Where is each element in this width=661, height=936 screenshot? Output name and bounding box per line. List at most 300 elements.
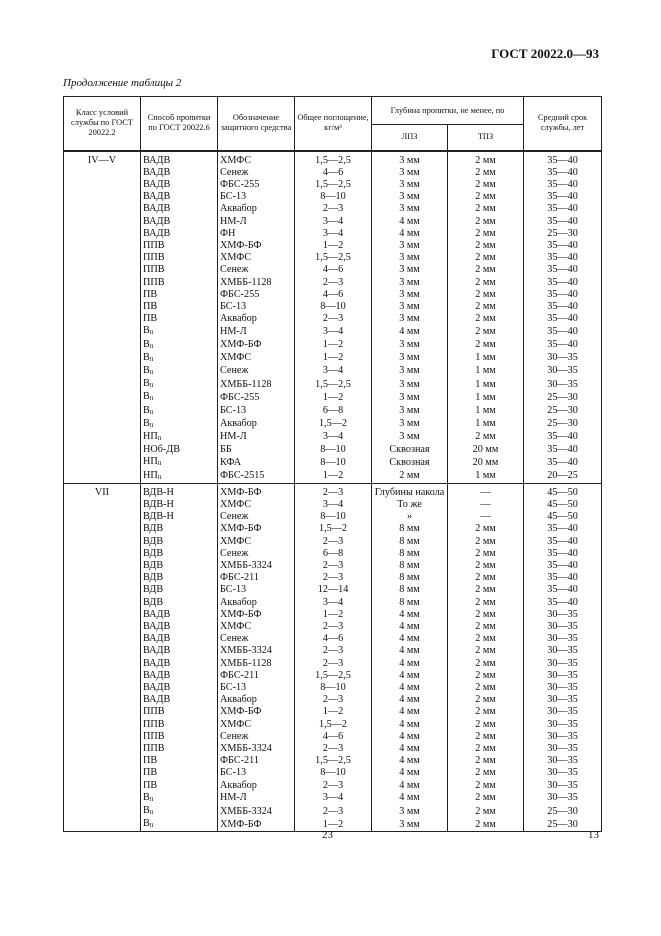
service-class-cell xyxy=(64,405,141,418)
lpz-cell: 4 мм xyxy=(372,645,448,657)
absorption-cell: 2—3 xyxy=(295,780,372,792)
method-cell: ВАДВ xyxy=(141,228,218,240)
lpz-cell: 3 мм xyxy=(372,203,448,215)
service-class-cell xyxy=(64,767,141,779)
service-class-cell xyxy=(64,658,141,670)
tpz-cell: 2 мм xyxy=(448,682,524,694)
life-cell: 35—40 xyxy=(524,179,602,191)
method-cell: ВАДВ xyxy=(141,151,218,167)
life-cell: 35—40 xyxy=(524,597,602,609)
service-class-cell xyxy=(64,352,141,365)
lpz-cell: 3 мм xyxy=(372,191,448,203)
lpz-cell: 3 мм xyxy=(372,339,448,352)
absorption-cell: 1,5—2 xyxy=(295,523,372,535)
table-row xyxy=(64,431,602,444)
tpz-cell: 2 мм xyxy=(448,151,524,167)
absorption-cell: 3—4 xyxy=(295,792,372,805)
agent-cell: НМ-Л xyxy=(218,792,295,805)
method-cell: ВДВ xyxy=(141,584,218,596)
service-class-cell xyxy=(64,584,141,596)
tpz-cell: 2 мм xyxy=(448,805,524,818)
service-class-cell xyxy=(64,805,141,818)
absorption-cell: 1,5—2,5 xyxy=(295,670,372,682)
method-cell: $В_п$ xyxy=(141,418,218,431)
life-cell: 30—35 xyxy=(524,378,602,391)
method-cell: ВАДВ xyxy=(141,167,218,179)
agent-cell: Аквабор xyxy=(218,694,295,706)
header-depth: Глубина пропитки, не менее, по xyxy=(372,97,524,125)
agent-cell: ХМББ-1128 xyxy=(218,658,295,670)
method-cell: ВАДВ xyxy=(141,191,218,203)
agent-cell: ФБС-2515 xyxy=(218,470,295,484)
service-class-cell xyxy=(64,548,141,560)
absorption-cell: 2—3 xyxy=(295,313,372,325)
agent-cell: НМ-Л xyxy=(218,216,295,228)
life-cell: 30—35 xyxy=(524,609,602,621)
service-class-cell xyxy=(64,391,141,404)
service-class-cell xyxy=(64,365,141,378)
method-cell: ППВ xyxy=(141,264,218,276)
service-class-cell xyxy=(64,191,141,203)
absorption-cell: 1—2 xyxy=(295,391,372,404)
service-class-cell xyxy=(64,252,141,264)
tpz-cell: 2 мм xyxy=(448,731,524,743)
agent-cell: ФБС-211 xyxy=(218,572,295,584)
service-class-cell xyxy=(64,431,141,444)
tpz-cell: 2 мм xyxy=(448,645,524,657)
life-cell: 35—40 xyxy=(524,289,602,301)
absorption-cell: 1—2 xyxy=(295,706,372,718)
method-cell: $В_п$ xyxy=(141,405,218,418)
life-cell: 35—40 xyxy=(524,277,602,289)
method-cell: ППВ xyxy=(141,252,218,264)
agent-cell: НМ-Л xyxy=(218,325,295,338)
table-row xyxy=(64,352,602,365)
absorption-cell: 1,5—2,5 xyxy=(295,252,372,264)
tpz-cell: 2 мм xyxy=(448,818,524,832)
table-row xyxy=(64,609,602,621)
tpz-cell: 2 мм xyxy=(448,228,524,240)
service-class-cell xyxy=(64,682,141,694)
life-cell: 35—40 xyxy=(524,572,602,584)
absorption-cell: 8—10 xyxy=(295,191,372,203)
life-cell: 30—35 xyxy=(524,633,602,645)
life-cell: 30—35 xyxy=(524,743,602,755)
agent-cell: ХМББ-3324 xyxy=(218,560,295,572)
life-cell: 30—35 xyxy=(524,755,602,767)
table-row xyxy=(64,470,602,484)
header-life: Средний срок службы, лет xyxy=(524,97,602,151)
life-cell: 35—40 xyxy=(524,240,602,252)
table-caption: Продолжение таблицы 2 xyxy=(63,77,182,89)
service-class-cell xyxy=(64,289,141,301)
method-cell: ВДВ-Н xyxy=(141,499,218,511)
method-cell: ПВ xyxy=(141,755,218,767)
absorption-cell: 8—10 xyxy=(295,511,372,523)
service-class-cell xyxy=(64,633,141,645)
tpz-cell: 2 мм xyxy=(448,289,524,301)
agent-cell: ФБС-255 xyxy=(218,289,295,301)
header-agent: Обозначение защитного средства xyxy=(218,97,295,151)
absorption-cell: 1,5—2,5 xyxy=(295,755,372,767)
tpz-cell: 1 мм xyxy=(448,405,524,418)
service-class-cell xyxy=(64,470,141,484)
tpz-cell: 2 мм xyxy=(448,633,524,645)
tpz-cell: 2 мм xyxy=(448,621,524,633)
life-cell: 30—35 xyxy=(524,767,602,779)
table-row xyxy=(64,405,602,418)
lpz-cell: 8 мм xyxy=(372,523,448,535)
life-cell: 35—40 xyxy=(524,536,602,548)
tpz-cell: 20 мм xyxy=(448,444,524,456)
table-row xyxy=(64,151,602,167)
lpz-cell: 4 мм xyxy=(372,694,448,706)
lpz-cell: 3 мм xyxy=(372,405,448,418)
page-number-center: 23 xyxy=(322,829,333,841)
table-row xyxy=(64,523,602,535)
service-class-cell xyxy=(64,277,141,289)
absorption-cell: 2—3 xyxy=(295,645,372,657)
lpz-cell: 4 мм xyxy=(372,706,448,718)
method-cell: $В_п$ xyxy=(141,792,218,805)
method-cell: ПВ xyxy=(141,780,218,792)
absorption-cell: 1—2 xyxy=(295,818,372,832)
agent-cell: ХМФ-БФ xyxy=(218,483,295,499)
method-cell: ВДВ-Н xyxy=(141,511,218,523)
service-class-cell xyxy=(64,818,141,832)
life-cell: 35—40 xyxy=(524,313,602,325)
method-cell: ВАДВ xyxy=(141,682,218,694)
life-cell: 35—40 xyxy=(524,523,602,535)
lpz-cell: 8 мм xyxy=(372,548,448,560)
service-class-cell xyxy=(64,755,141,767)
tpz-cell: 2 мм xyxy=(448,536,524,548)
method-cell: ВДВ xyxy=(141,536,218,548)
service-class-cell xyxy=(64,418,141,431)
tpz-cell: — xyxy=(448,499,524,511)
tpz-cell: 2 мм xyxy=(448,191,524,203)
table-row xyxy=(64,719,602,731)
agent-cell: ХМФ-БФ xyxy=(218,609,295,621)
life-cell: 25—30 xyxy=(524,418,602,431)
agent-cell: Сенеж xyxy=(218,264,295,276)
table-row xyxy=(64,658,602,670)
lpz-cell: 3 мм xyxy=(372,431,448,444)
service-class-cell xyxy=(64,670,141,682)
life-cell: 25—30 xyxy=(524,405,602,418)
table-row xyxy=(64,511,602,523)
tpz-cell: 2 мм xyxy=(448,179,524,191)
lpz-cell: 4 мм xyxy=(372,755,448,767)
lpz-cell: 4 мм xyxy=(372,609,448,621)
method-cell: $НП_п$ xyxy=(141,431,218,444)
life-cell: 30—35 xyxy=(524,731,602,743)
agent-cell: ФБС-255 xyxy=(218,179,295,191)
tpz-cell: 2 мм xyxy=(448,264,524,276)
absorption-cell: 3—4 xyxy=(295,499,372,511)
method-cell: ВДВ xyxy=(141,560,218,572)
life-cell: 30—35 xyxy=(524,719,602,731)
lpz-cell: 3 мм xyxy=(372,418,448,431)
lpz-cell: 3 мм xyxy=(372,818,448,832)
absorption-cell: 3—4 xyxy=(295,431,372,444)
agent-cell: Сенеж xyxy=(218,511,295,523)
table-row xyxy=(64,444,602,456)
lpz-cell: » xyxy=(372,511,448,523)
service-class-cell xyxy=(64,264,141,276)
agent-cell: БС-13 xyxy=(218,584,295,596)
service-class-cell xyxy=(64,731,141,743)
service-class-cell: IV—V xyxy=(64,151,141,167)
table-row xyxy=(64,597,602,609)
absorption-cell: 2—3 xyxy=(295,560,372,572)
table-row xyxy=(64,499,602,511)
table-row xyxy=(64,252,602,264)
absorption-cell: 1,5—2,5 xyxy=(295,151,372,167)
lpz-cell: 4 мм xyxy=(372,216,448,228)
life-cell: 35—40 xyxy=(524,216,602,228)
agent-cell: БС-13 xyxy=(218,301,295,313)
life-cell: 30—35 xyxy=(524,792,602,805)
life-cell: 35—40 xyxy=(524,548,602,560)
tpz-cell: 1 мм xyxy=(448,352,524,365)
service-class-cell xyxy=(64,167,141,179)
service-class-cell xyxy=(64,339,141,352)
agent-cell: ХМББ-3324 xyxy=(218,805,295,818)
absorption-cell: 1,5—2,5 xyxy=(295,179,372,191)
absorption-cell: 1—2 xyxy=(295,470,372,484)
agent-cell: Сенеж xyxy=(218,633,295,645)
life-cell: 20—25 xyxy=(524,470,602,484)
absorption-cell: 8—10 xyxy=(295,767,372,779)
tpz-cell: 1 мм xyxy=(448,378,524,391)
life-cell: 35—40 xyxy=(524,191,602,203)
absorption-cell: 1—2 xyxy=(295,240,372,252)
table-row xyxy=(64,203,602,215)
service-class-cell xyxy=(64,792,141,805)
lpz-cell: 3 мм xyxy=(372,805,448,818)
header-lpz: ЛПЗ xyxy=(372,125,448,151)
absorption-cell: 8—10 xyxy=(295,682,372,694)
method-cell: ВАДВ xyxy=(141,694,218,706)
absorption-cell: 8—10 xyxy=(295,301,372,313)
tpz-cell: 2 мм xyxy=(448,560,524,572)
lpz-cell: 4 мм xyxy=(372,682,448,694)
agent-cell: ХМББ-3324 xyxy=(218,645,295,657)
tpz-cell: — xyxy=(448,511,524,523)
table-row xyxy=(64,755,602,767)
service-class-cell xyxy=(64,240,141,252)
tpz-cell: 2 мм xyxy=(448,203,524,215)
life-cell: 35—40 xyxy=(524,301,602,313)
lpz-cell: 3 мм xyxy=(372,151,448,167)
life-cell: 25—30 xyxy=(524,818,602,832)
life-cell: 30—35 xyxy=(524,694,602,706)
method-cell: ППВ xyxy=(141,277,218,289)
lpz-cell: 2 мм xyxy=(372,470,448,484)
absorption-cell: 3—4 xyxy=(295,365,372,378)
tpz-cell: 2 мм xyxy=(448,755,524,767)
table-row xyxy=(64,645,602,657)
agent-cell: Аквабор xyxy=(218,203,295,215)
absorption-cell: 12—14 xyxy=(295,584,372,596)
table-row xyxy=(64,584,602,596)
lpz-cell: 4 мм xyxy=(372,767,448,779)
tpz-cell: 2 мм xyxy=(448,548,524,560)
agent-cell: Аквабор xyxy=(218,597,295,609)
absorption-cell: 2—3 xyxy=(295,203,372,215)
agent-cell: БС-13 xyxy=(218,405,295,418)
lpz-cell: 8 мм xyxy=(372,572,448,584)
tpz-cell: 2 мм xyxy=(448,706,524,718)
method-cell: ВДВ-Н xyxy=(141,483,218,499)
method-cell: $В_п$ xyxy=(141,339,218,352)
service-class-cell xyxy=(64,499,141,511)
tpz-cell: 2 мм xyxy=(448,584,524,596)
absorption-cell: 2—3 xyxy=(295,536,372,548)
service-class-cell xyxy=(64,706,141,718)
service-class-cell xyxy=(64,325,141,338)
absorption-cell: 2—3 xyxy=(295,658,372,670)
tpz-cell: 1 мм xyxy=(448,391,524,404)
lpz-cell: 3 мм xyxy=(372,179,448,191)
table-row xyxy=(64,216,602,228)
service-class-cell xyxy=(64,378,141,391)
method-cell: ВАДВ xyxy=(141,658,218,670)
absorption-cell: 2—3 xyxy=(295,572,372,584)
service-class-cell xyxy=(64,313,141,325)
agent-cell: Аквабор xyxy=(218,780,295,792)
service-class-cell: VII xyxy=(64,483,141,499)
table-row xyxy=(64,621,602,633)
tpz-cell: 2 мм xyxy=(448,523,524,535)
absorption-cell: 2—3 xyxy=(295,743,372,755)
lpz-cell: 8 мм xyxy=(372,584,448,596)
table-row xyxy=(64,289,602,301)
life-cell: 25—30 xyxy=(524,805,602,818)
agent-cell: Аквабор xyxy=(218,418,295,431)
agent-cell: ФБС-211 xyxy=(218,755,295,767)
life-cell: 35—40 xyxy=(524,444,602,456)
tpz-cell: 2 мм xyxy=(448,658,524,670)
agent-cell: ХМФС xyxy=(218,252,295,264)
table-row xyxy=(64,743,602,755)
method-cell: ВАДВ xyxy=(141,216,218,228)
service-class-cell xyxy=(64,301,141,313)
lpz-cell: 3 мм xyxy=(372,301,448,313)
table-row xyxy=(64,418,602,431)
service-class-cell xyxy=(64,743,141,755)
life-cell: 35—40 xyxy=(524,264,602,276)
table-row xyxy=(64,706,602,718)
agent-cell: ХМФ-БФ xyxy=(218,339,295,352)
tpz-cell: 2 мм xyxy=(448,313,524,325)
agent-cell: Сенеж xyxy=(218,365,295,378)
tpz-cell: 1 мм xyxy=(448,418,524,431)
lpz-cell: 4 мм xyxy=(372,670,448,682)
table-row xyxy=(64,548,602,560)
method-cell: ПВ xyxy=(141,289,218,301)
life-cell: 30—35 xyxy=(524,706,602,718)
life-cell: 30—35 xyxy=(524,682,602,694)
lpz-cell: 4 мм xyxy=(372,780,448,792)
lpz-cell: 3 мм xyxy=(372,313,448,325)
table-row xyxy=(64,780,602,792)
method-cell: $В_п$ xyxy=(141,378,218,391)
method-cell: ПВ xyxy=(141,313,218,325)
method-cell: $В_п$ xyxy=(141,805,218,818)
absorption-cell: 1—2 xyxy=(295,352,372,365)
method-cell: ВДВ xyxy=(141,548,218,560)
method-cell: $В_п$ xyxy=(141,365,218,378)
life-cell: 35—40 xyxy=(524,151,602,167)
life-cell: 25—30 xyxy=(524,228,602,240)
lpz-cell: 3 мм xyxy=(372,352,448,365)
life-cell: 35—40 xyxy=(524,167,602,179)
table-row xyxy=(64,264,602,276)
absorption-cell: 1—2 xyxy=(295,339,372,352)
absorption-cell: 4—6 xyxy=(295,167,372,179)
lpz-cell: Сквозная xyxy=(372,444,448,456)
lpz-cell: 3 мм xyxy=(372,289,448,301)
life-cell: 30—35 xyxy=(524,780,602,792)
absorption-cell: 3—4 xyxy=(295,325,372,338)
absorption-cell: 1,5—2 xyxy=(295,719,372,731)
lpz-cell: 4 мм xyxy=(372,719,448,731)
service-class-cell xyxy=(64,694,141,706)
absorption-cell: 8—10 xyxy=(295,456,372,469)
tpz-cell: 2 мм xyxy=(448,572,524,584)
agent-cell: ФБС-211 xyxy=(218,670,295,682)
header-absorption: Общее поглощение, кг/м³ xyxy=(295,97,372,151)
method-cell: ППВ xyxy=(141,743,218,755)
lpz-cell: 3 мм xyxy=(372,378,448,391)
service-class-cell xyxy=(64,780,141,792)
tpz-cell: 2 мм xyxy=(448,792,524,805)
tpz-cell: 2 мм xyxy=(448,240,524,252)
lpz-cell: Сквозная xyxy=(372,456,448,469)
life-cell: 45—50 xyxy=(524,511,602,523)
service-class-cell xyxy=(64,228,141,240)
method-cell: ППВ xyxy=(141,731,218,743)
method-cell: ВАДВ xyxy=(141,621,218,633)
lpz-cell: 4 мм xyxy=(372,228,448,240)
lpz-cell: 4 мм xyxy=(372,792,448,805)
page-number-right: 13 xyxy=(588,829,599,841)
header-tpz: ТПЗ xyxy=(448,125,524,151)
service-class-cell xyxy=(64,719,141,731)
service-class-cell xyxy=(64,216,141,228)
method-cell: ППВ xyxy=(141,706,218,718)
agent-cell: ХМФС xyxy=(218,621,295,633)
life-cell: 35—40 xyxy=(524,584,602,596)
agent-cell: ХМФС xyxy=(218,352,295,365)
lpz-cell: 4 мм xyxy=(372,658,448,670)
tpz-cell: 20 мм xyxy=(448,456,524,469)
life-cell: 35—40 xyxy=(524,560,602,572)
table-row xyxy=(64,731,602,743)
absorption-cell: 1—2 xyxy=(295,609,372,621)
service-class-cell xyxy=(64,523,141,535)
tpz-cell: 2 мм xyxy=(448,609,524,621)
tpz-cell: — xyxy=(448,483,524,499)
table-row xyxy=(64,633,602,645)
method-cell: ВАДВ xyxy=(141,609,218,621)
table-row xyxy=(64,313,602,325)
agent-cell: ХМФ-БФ xyxy=(218,818,295,832)
agent-cell: ХМФС xyxy=(218,536,295,548)
agent-cell: ХМФС xyxy=(218,151,295,167)
